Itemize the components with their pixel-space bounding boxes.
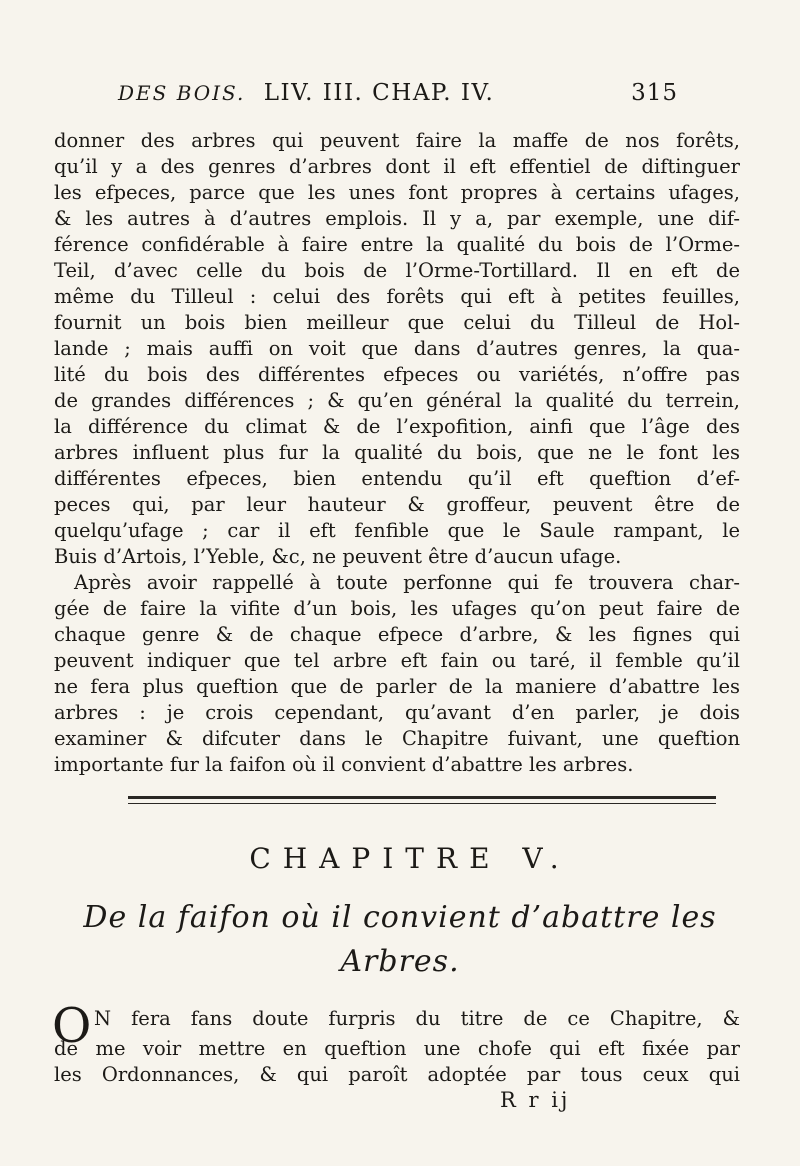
page-number: 315 <box>631 80 678 106</box>
text-line: Après avoir rappellé à toute perfonne qui fe trouvera char- <box>74 571 740 594</box>
running-head <box>118 80 678 110</box>
text-line: lande ; mais auffi on voit que dans d’autres genres, la qua- <box>54 337 740 360</box>
text-line: même du Tilleul : celui des forêts qui eft à petites feuilles, <box>54 285 740 308</box>
text-line: la différence du climat & de l’expofition, ainfi que l’âge des <box>54 415 740 438</box>
text-line: Buis d’Artois, l’Yeble, &c, ne peuvent être d’aucun ufage. <box>54 545 622 568</box>
text-line: chaque genre & de chaque efpece d’arbre, & les fignes qui <box>54 623 740 646</box>
text-line: les efpeces, parce que les unes font propres à certains ufages, <box>54 181 740 204</box>
text-line: Teil, d’avec celle du bois de l’Orme-Tortillard. Il en eft de <box>54 259 740 282</box>
chapter-title: De la faifon où il convient d’abattre les <box>83 900 717 935</box>
text-line: lité du bois des différentes efpeces ou variétés, n’offre pas <box>54 363 740 386</box>
text-line: fournit un bois bien meilleur que celui du Tilleul de Hol- <box>54 311 740 334</box>
text-line: quelqu’ufage ; car il eft fenfible que le Saule rampant, le <box>54 519 740 542</box>
text-line: examiner & difcuter dans le Chapitre fuivant, une queftion <box>54 727 740 750</box>
text-line: férence confidérable à faire entre la qualité du bois de l’Orme- <box>54 233 740 256</box>
text-line: donner des arbres qui peuvent faire la maffe de nos forêts, <box>54 129 740 152</box>
text-line: N fera fans doute furpris du titre de ce Chapitre, & <box>94 1007 740 1030</box>
running-head-left: DES BOIS. <box>118 81 246 105</box>
text-line: de me voir mettre en queftion une chofe qui eft fixée par <box>54 1037 740 1060</box>
text-line: & les autres à d’autres emplois. Il y a, par exemple, une dif- <box>54 207 740 230</box>
text-line: gée de faire la vifite d’un bois, les ufages qu’on peut faire de <box>54 597 740 620</box>
text-line: peuvent indiquer que tel arbre eft fain ou taré, il femble qu’il <box>54 649 740 672</box>
text-line: différentes efpeces, bien entendu qu’il eft queftion d’ef- <box>54 467 740 490</box>
text-line: importante fur la faifon où il convient d’abattre les arbres. <box>54 753 634 776</box>
text-line: peces qui, par leur hauteur & groffeur, peuvent être de <box>54 493 740 516</box>
chapter-title-continued: Arbres. <box>340 944 460 979</box>
text-line: arbres : je crois cependant, qu’avant d’en parler, je dois <box>54 701 740 724</box>
text-line: arbres influent plus fur la qualité du bois, que ne le font les <box>54 441 740 464</box>
signature-mark: R r ij <box>500 1088 571 1112</box>
text-line: ne fera plus queftion que de parler de la maniere d’abattre les <box>54 675 740 698</box>
text-line: de grandes différences ; & qu’en général la qualité du terrein, <box>54 389 740 412</box>
running-head-chapter: LIV. III. CHAP. IV. <box>263 80 495 106</box>
text-line: qu’il y a des genres d’arbres dont il eft effentiel de diftinguer <box>54 155 740 178</box>
chapter-heading: CHAPITRE V. <box>249 842 571 875</box>
text-line: les Ordonnances, & qui paroît adoptée par tous ceux qui <box>54 1063 740 1086</box>
drop-cap: O <box>52 998 92 1054</box>
section-rule <box>128 796 716 804</box>
